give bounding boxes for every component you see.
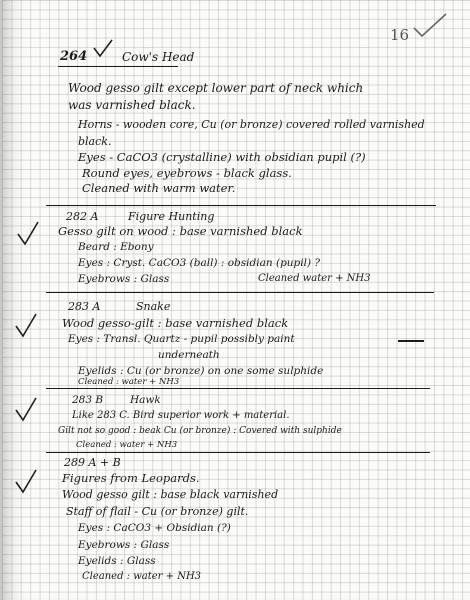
entry-line: Like 283 C. Bird superior work + material. [72, 410, 290, 421]
entry-number: 282 A [66, 210, 99, 223]
entry-line: Eyelids : Glass [78, 555, 156, 567]
entry-title-underline [58, 66, 178, 67]
entry-number: 283 A [68, 300, 101, 313]
entry-line: Eyebrows : Glass [78, 273, 170, 285]
entry-line: Eyelids : Cu (or bronze) on one some sulphide [78, 365, 324, 377]
entry-line: Wood gesso gilt except lower part of neck which [68, 81, 364, 95]
entry-line: Gilt not so good : beak Cu (or bronze) : Covered with sulphide [58, 426, 342, 436]
entry-title: Figure Hunting [128, 210, 215, 223]
strikethrough [398, 340, 424, 342]
entry-line: Cleaned : water + NH3 [78, 377, 180, 387]
entry-line: Eyes : Cryst. CaCO3 (ball) : obsidian (pupil) ? [78, 257, 321, 269]
entry-line: Figures from Leopards. [62, 471, 200, 485]
section-divider [46, 292, 434, 293]
entry-line: Cleaned with warm water. [82, 181, 236, 195]
entry-line: Staff of flail - Cu (or bronze) gilt. [66, 505, 249, 518]
entry-line: Eyes : Transl. Quartz - pupil possibly paint [68, 333, 295, 345]
entry-title: Snake [136, 300, 171, 313]
section-divider [46, 452, 430, 453]
check-icon [14, 468, 38, 494]
check-icon [14, 396, 38, 422]
entry-line: Beard : Ebony [78, 241, 154, 253]
entry-line: underneath [158, 349, 220, 361]
entry-line: Cleaned : water + NH3 [82, 571, 202, 582]
check-icon [14, 312, 38, 338]
entry-number: 264 [60, 49, 88, 64]
entry-line: Eyes - CaCO3 (crystalline) with obsidian pupil (?) [78, 150, 366, 164]
page-check-icon [412, 12, 448, 38]
entry-line: Gesso gilt on wood : base varnished black [58, 224, 303, 238]
entry-line: Cleaned : water + NH3 [76, 440, 178, 450]
entry-line: black. [78, 135, 112, 148]
check-icon [92, 38, 114, 58]
entry-line: Eyes : CaCO3 + Obsidian (?) [78, 522, 231, 534]
section-divider [46, 205, 436, 206]
entry-line: Cleaned water + NH3 [258, 273, 371, 284]
entry-line: Wood gesso-gilt : base varnished black [62, 316, 289, 330]
entry-title: Cow's Head [122, 50, 195, 64]
page-number: 16 [390, 26, 410, 44]
entry-title: Hawk [130, 394, 161, 406]
entry-line: Horns - wooden core, Cu (or bronze) covered rolled varnished [78, 118, 425, 131]
entry-number: 289 A + B [64, 456, 121, 469]
entry-line: was varnished black. [68, 98, 196, 112]
entry-line: Round eyes, eyebrows - black glass. [82, 166, 292, 180]
section-divider [46, 388, 430, 389]
entry-line: Eyebrows : Glass [78, 539, 170, 551]
check-icon [16, 220, 40, 246]
entry-number: 283 B [72, 394, 104, 406]
entry-line: Wood gesso gilt : base black varnished [62, 488, 279, 501]
